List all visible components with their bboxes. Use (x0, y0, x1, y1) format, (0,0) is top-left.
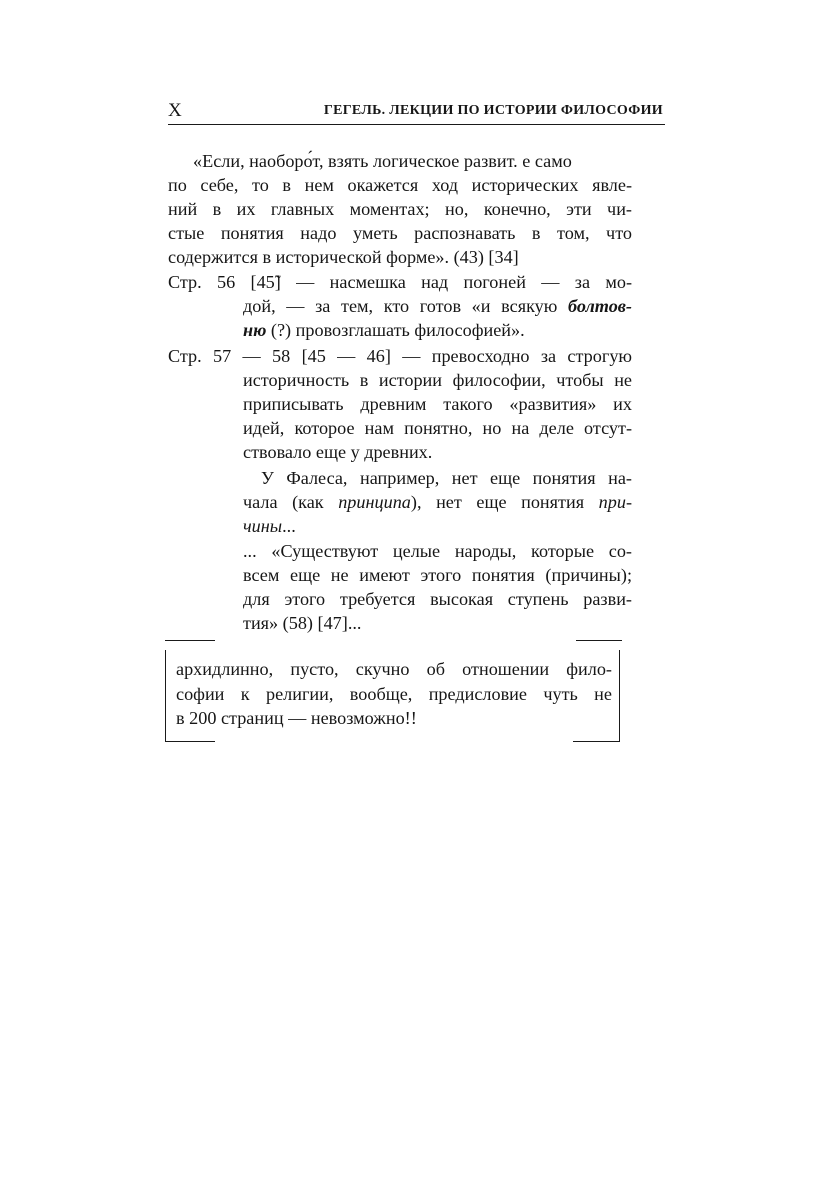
running-head (168, 102, 665, 125)
page-number: X (168, 100, 182, 121)
text-run: дой, — за тем, кто готов «и всякую (243, 296, 558, 316)
bold-italic-term: болтов- (568, 296, 632, 316)
running-title: ГЕГЕЛЬ. ЛЕКЦИИ ПО ИСТОРИИ ФИЛОСОФИИ (323, 103, 663, 118)
text-line (243, 318, 525, 342)
text-line: ствовало еще у древних. (243, 442, 433, 462)
box-corner-line (165, 640, 215, 641)
text-run: ... (282, 516, 296, 536)
text-line: стые понятия надо уметь распознавать в том, что (168, 223, 632, 243)
text-line: для этого требуется высокая ступень разви- (243, 589, 632, 609)
text-line: идей, которое нам понятно, но на деле отсут- (243, 418, 632, 438)
margin-note-line: в 200 страниц — невозможно!! (176, 708, 417, 728)
text-line: Стр. 57 — 58 [45 — 46] — превосходно за строгую (168, 346, 632, 366)
italic-term: чины (243, 516, 283, 536)
text-line (243, 294, 632, 318)
text-line: содержится в исторической форме». (43) [34] (168, 247, 519, 267)
bold-italic-term: ню (243, 320, 267, 340)
text-line: «Если, наоборо́т, взять логическое развит. е само (193, 151, 572, 171)
text-line: историчность в истории философии, чтобы не (243, 370, 632, 390)
text-line: тия» (58) [47]... (243, 613, 362, 633)
text-line: ний в их главных моментах; но, конечно, эти чи- (168, 199, 632, 219)
text-line: всем еще не имеют этого понятия (причины); (243, 565, 632, 585)
text-run: (?) провозглашать философией». (270, 320, 525, 340)
text-line (243, 514, 296, 538)
box-side-line (165, 650, 166, 742)
box-side-line (619, 650, 620, 742)
text-line: ... «Существуют целые народы, которые со- (243, 541, 632, 561)
text-line: по себе, то в нем окажется ход исторических явле- (168, 175, 632, 195)
box-corner-line (573, 741, 620, 742)
box-corner-line (576, 640, 622, 641)
margin-note-line: архидлинно, пусто, скучно об отношении фило- (176, 659, 612, 679)
text-run: чала (как (243, 492, 324, 512)
text-line: Стр. 56 [45̃] — насмешка над погоней — за мо- (168, 272, 632, 292)
text-line: приписывать древним такого «развития» их (243, 394, 632, 414)
italic-term: при- (598, 492, 633, 512)
margin-note-line: софии к религии, вообще, предисловие чуть не (176, 684, 612, 704)
text-line: У Фалеса, например, нет еще понятия на- (261, 468, 632, 488)
text-line (243, 490, 632, 514)
box-corner-line (165, 741, 215, 742)
italic-term: принципа (338, 492, 411, 512)
text-run: ), нет еще понятия (410, 492, 585, 512)
